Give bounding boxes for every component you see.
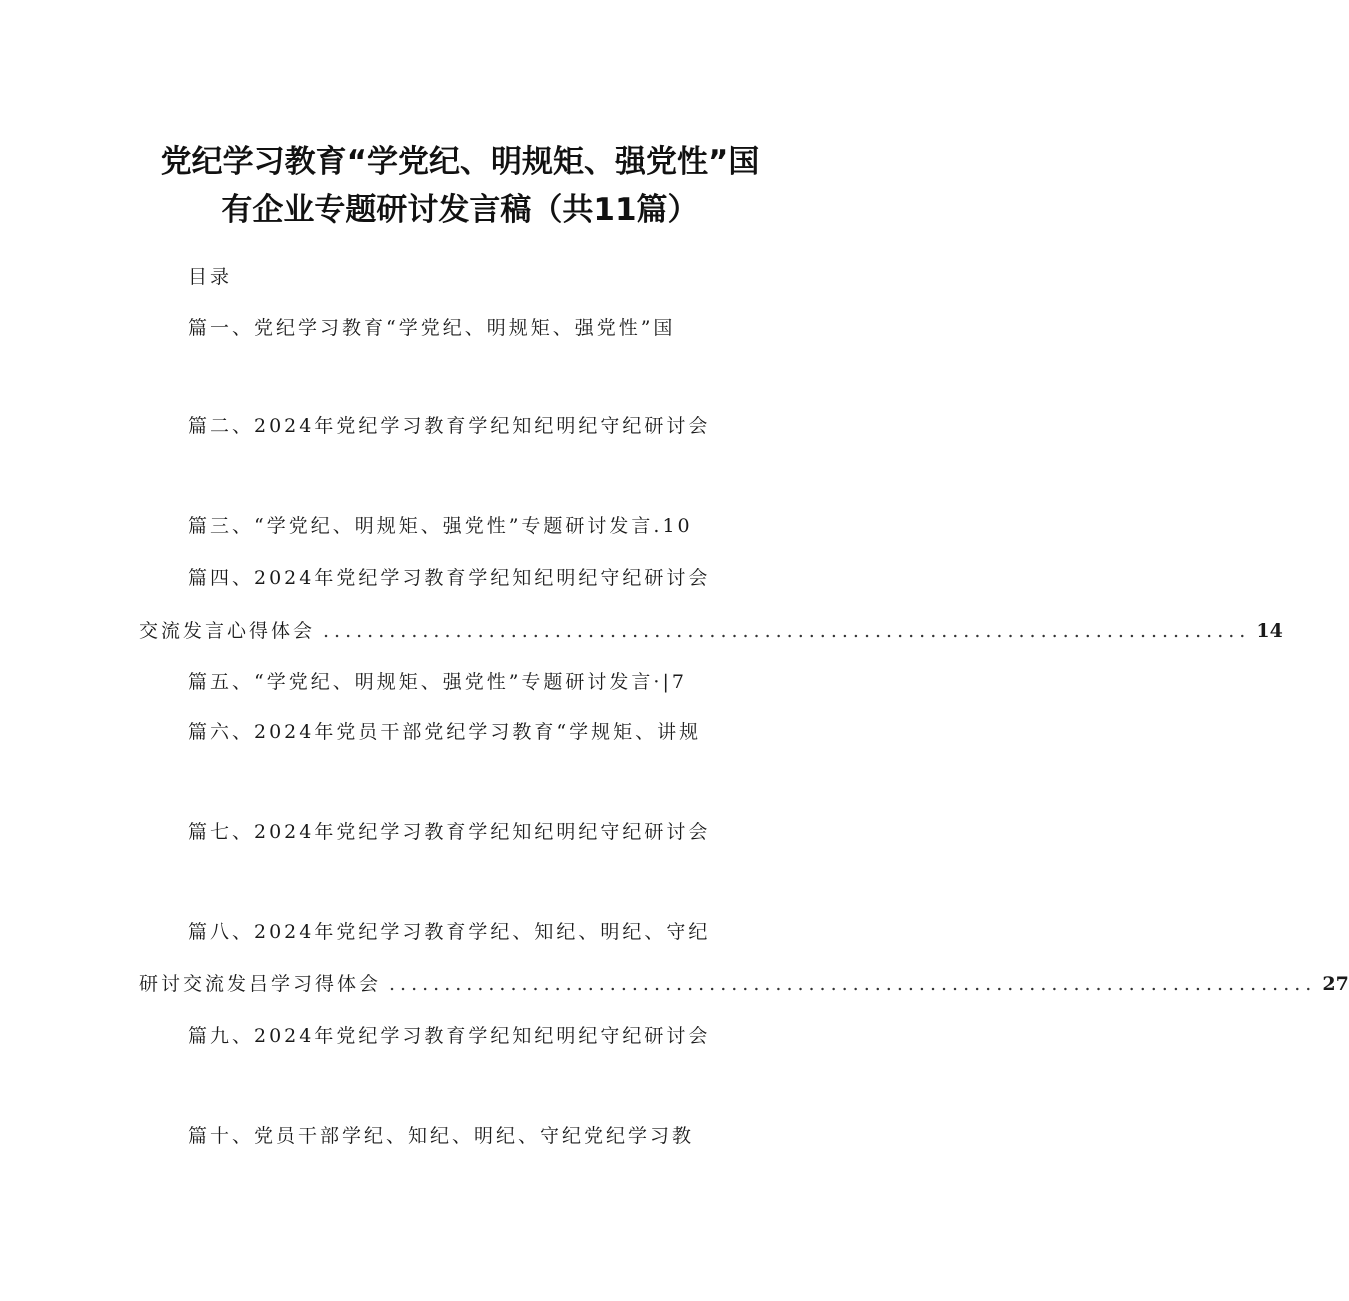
toc-leader-dots: .................................................................................... — [389, 973, 1317, 995]
toc-entry-4-continuation[interactable] — [139, 619, 1283, 643]
toc-entry-4[interactable]: 篇四、2024年党纪学习教育学纪知纪明纪守纪研讨会 — [188, 567, 711, 589]
toc-entry-8-page-number: 27 — [1322, 973, 1349, 995]
document-title-line-2: 有企业专题研讨发言稿（共11篇） — [221, 192, 699, 228]
toc-entry-4-page-number: 14 — [1256, 620, 1283, 642]
toc-entry-3[interactable]: 篇三、“学党纪、明规矩、强党性”专题研讨发言.10 — [188, 515, 693, 537]
toc-entry-9[interactable]: 篇九、2024年党纪学习教育学纪知纪明纪守纪研讨会 — [188, 1025, 711, 1047]
toc-entry-1[interactable]: 篇一、党纪学习教育“学党纪、明规矩、强党性”国 — [188, 317, 676, 339]
toc-entry-6[interactable]: 篇六、2024年党员干部党纪学习教育“学规矩、讲规 — [188, 721, 702, 743]
toc-entry-7[interactable]: 篇七、2024年党纪学习教育学纪知纪明纪守纪研讨会 — [188, 821, 711, 843]
toc-entry-8[interactable]: 篇八、2024年党纪学习教育学纪、知纪、明纪、守纪 — [188, 921, 711, 943]
toc-entry-8-continuation[interactable] — [139, 972, 1349, 996]
document-title-line-1: 党纪学习教育“学党纪、明规矩、强党性”国 — [160, 144, 760, 180]
toc-entry-8-continuation-text: 研讨交流发吕学习得体会 — [139, 973, 382, 995]
toc-entry-2[interactable]: 篇二、2024年党纪学习教育学纪知纪明纪守纪研讨会 — [188, 415, 711, 437]
toc-entry-4-continuation-text: 交流发言心得体会 — [139, 620, 316, 642]
toc-entry-10[interactable]: 篇十、党员干部学纪、知纪、明纪、守纪党纪学习教 — [188, 1125, 695, 1147]
toc-heading: 目录 — [188, 266, 233, 288]
toc-entry-5[interactable]: 篇五、“学党纪、明规矩、强党性”专题研讨发言·|7 — [188, 671, 687, 693]
toc-leader-dots: .................................................................................... — [323, 620, 1251, 642]
